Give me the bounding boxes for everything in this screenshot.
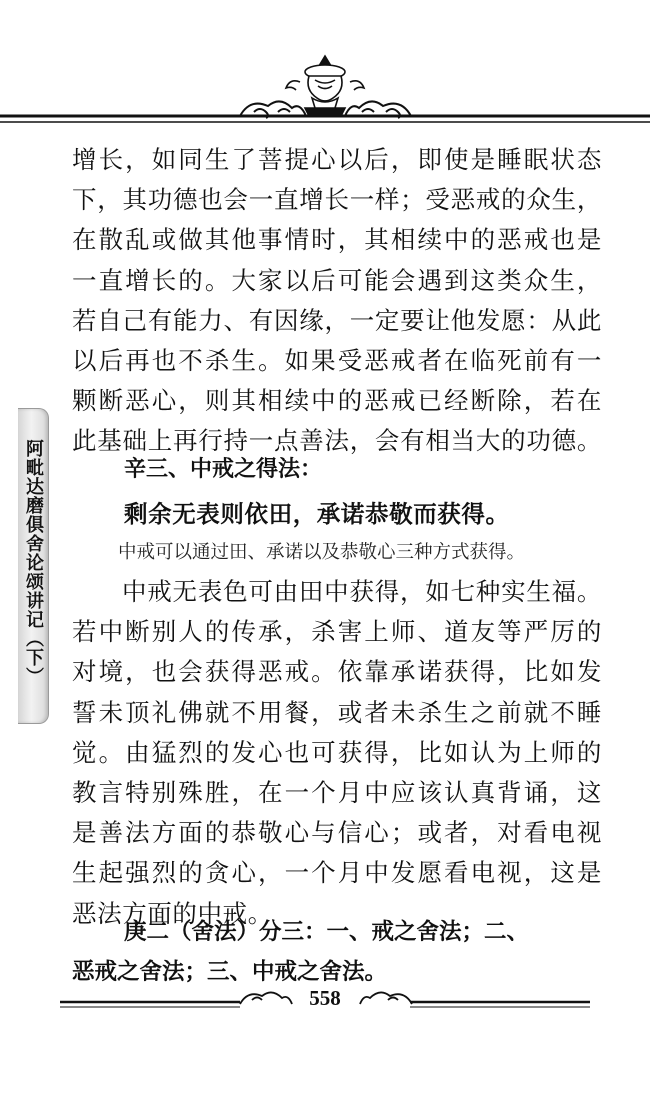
para-line: 觉。由猛烈的发心也可获得，比如认为上师的 xyxy=(72,737,602,767)
para-line: 若中断别人的传承，杀害上师、道友等严厉的 xyxy=(72,617,602,647)
paragraph-1 xyxy=(72,140,602,462)
para-line: 誓未顶礼佛就不用餐，或者未杀生之前就不睡 xyxy=(72,697,602,727)
verse-summary: 中戒可以通过田、承诺以及恭敬心三种方式获得。 xyxy=(118,542,526,563)
para-line: 增长，如同生了菩提心以后，即使是睡眠状态 xyxy=(72,145,602,174)
para-line: 颗断恶心，则其相续中的恶戒已经断除，若在 xyxy=(72,386,602,416)
outline-heading-line: 庚二（舍法）分三：一、戒之舍法；二、 xyxy=(124,919,530,945)
book-title: 阿毗达磨俱舍论颂讲记（下） xyxy=(23,439,44,686)
book-title-tab xyxy=(18,408,49,724)
para-line: 中戒无表色可由田中获得，如七种实生福。 xyxy=(122,577,602,606)
para-line: 对境，也会获得恶戒。依靠承诺获得，比如发 xyxy=(72,657,602,687)
section-heading: 辛三、中戒之得法： xyxy=(124,457,323,482)
header-ornament xyxy=(0,52,650,132)
page-number: 558 xyxy=(309,986,341,1010)
para-line: 若自己有能力、有因缘，一定要让他发愿：从此 xyxy=(72,305,602,335)
para-line: 以后再也不杀生。如果受恶戒者在临死前有一 xyxy=(72,346,602,376)
verse: 剩余无表则依田，承诺恭敬而获得。 xyxy=(124,500,510,528)
para-line: 生起强烈的贪心，一个月中发愿看电视，这是 xyxy=(72,858,602,888)
header-rule xyxy=(0,116,650,122)
para-line: 一直增长的。大家以后可能会遇到这类众生， xyxy=(72,265,602,295)
paragraph-2 xyxy=(72,572,602,934)
para-line: 在散乱或做其他事情时，其相续中的恶戒也是 xyxy=(72,225,602,255)
para-line: 教言特别殊胜，在一个月中应该认真背诵，这 xyxy=(72,778,602,808)
para-line: 是善法方面的恭敬心与信心；或者，对看电视 xyxy=(72,818,602,848)
para-line: 此基础上再行持一点善法，会有相当大的功德。 xyxy=(72,426,602,456)
outline-heading-line: 恶戒之舍法；三、中戒之舍法。 xyxy=(72,959,388,985)
para-line: 恶法方面的中戒。 xyxy=(72,898,273,928)
para-line: 下，其功德也会一直增长一样；受恶戒的众生， xyxy=(72,185,602,215)
